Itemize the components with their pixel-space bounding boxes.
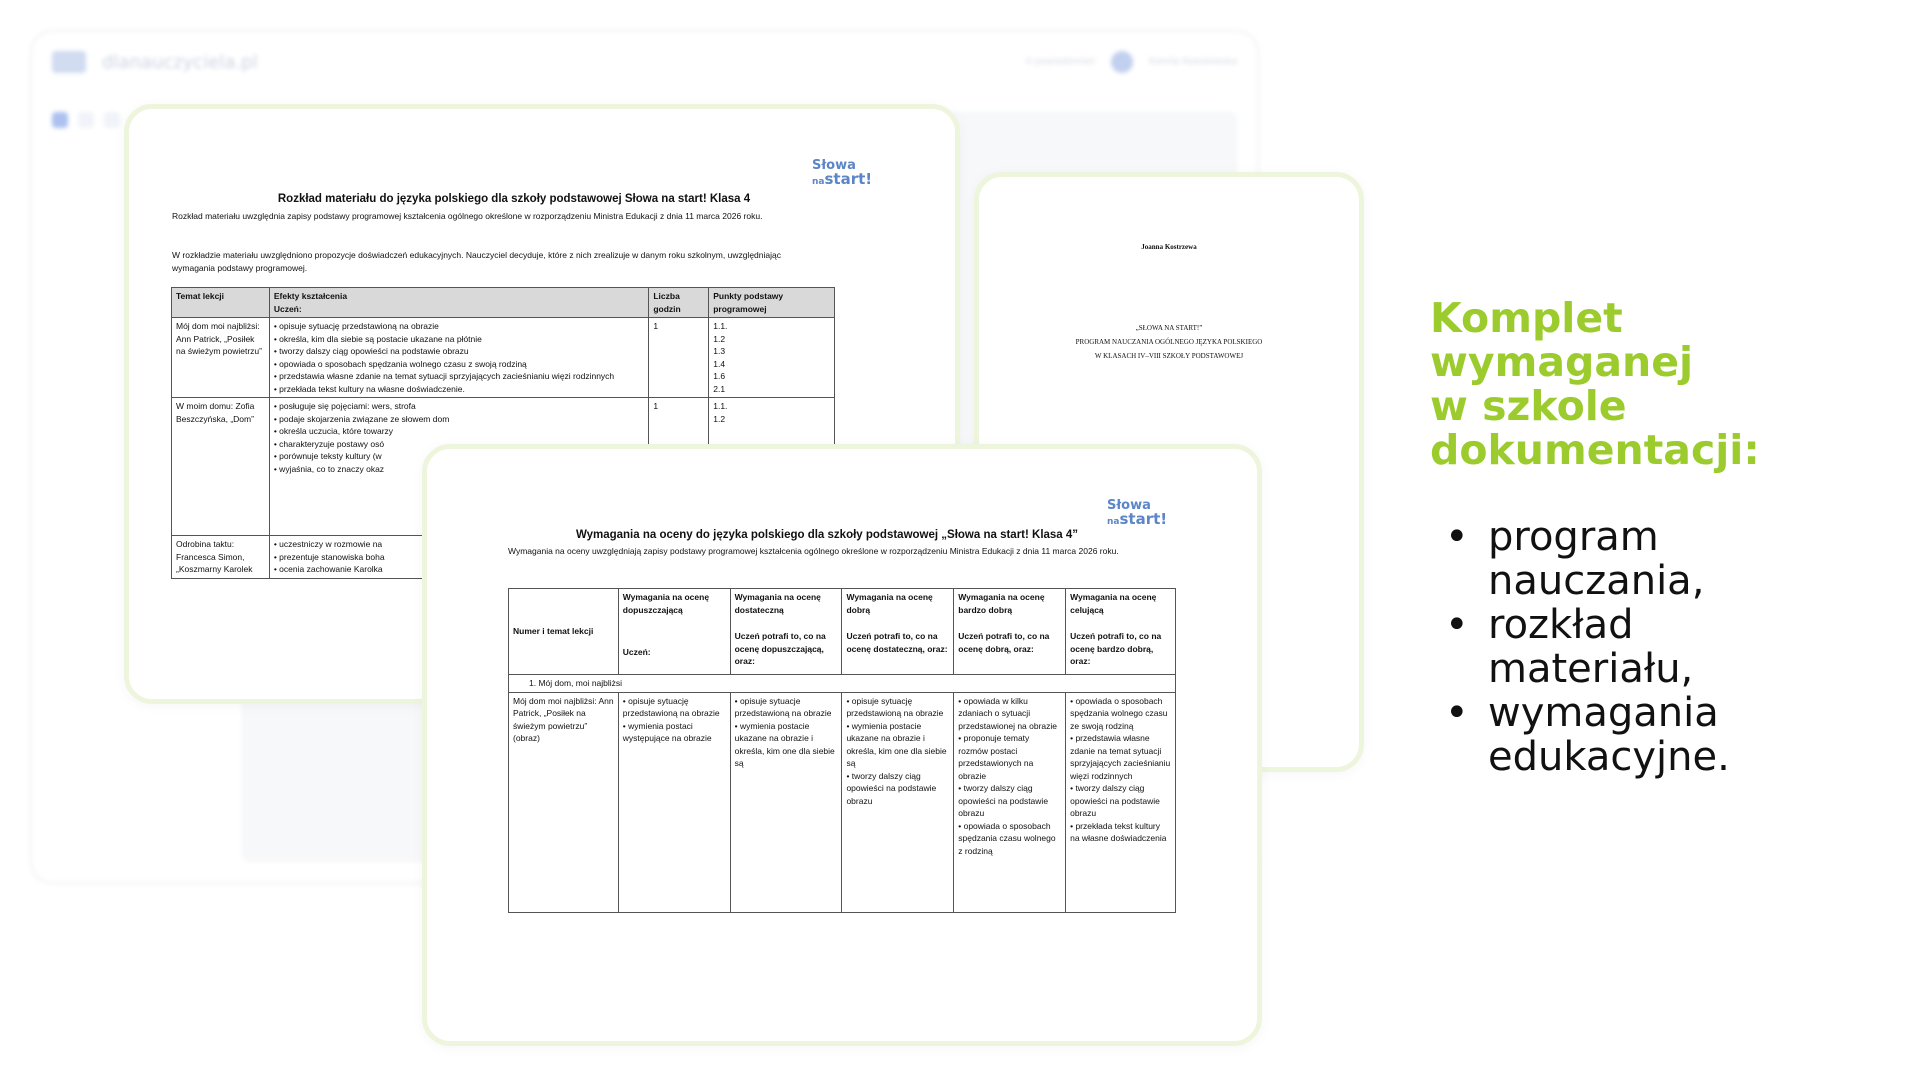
header-hours: Liczba godzin [649, 288, 709, 318]
header-topic: Temat lekcji [172, 288, 270, 318]
requirement-cell: • opisuje sytuację przedstawioną na obrazie • wymienia postacie ukazane na obrazie i określa, kim one dla siebie są • tworzy dalszy ciąg opowieści na podstawie obrazu [842, 692, 954, 912]
requirement-cell: • opisuje sytuacje przedstawioną na obrazie • wymienia postacie ukazane na obrazie i określa, kim one dla siebie są [730, 692, 842, 912]
hours-cell: 1 [649, 318, 709, 398]
effects-cell: • opisuje sytuację przedstawioną na obrazie • określa, kim dla siebie są postacie ukazane na płótnie • tworzy dalszy ciąg opowieści na podstawie obrazu • opowiada o sposobach spędzania wolnego czasu z swoją rodziną • przedstawia własne zdanie na temat sytuacji sprzyjających zacieśnianiu więzi rodzinnych • przekłada tekst kultury na własne doświadczenie. [269, 318, 649, 398]
user-name: Kamila Kowalewska [1149, 57, 1237, 67]
list-item: • rozkład materiału, [1445, 603, 1818, 691]
class-pill[interactable] [78, 112, 94, 128]
notifications-label[interactable]: 0 powiadomień [1026, 57, 1096, 67]
header-bardzo-dobra: Wymagania na ocenę bardzo dobrą Uczeń potrafi to, co na ocenę dobrą, oraz: [954, 589, 1066, 675]
header-dostateczna: Wymagania na ocenę dostateczną Uczeń potrafi to, co na ocenę dopuszczającą, oraz: [730, 589, 842, 675]
header-effects: Efekty kształcenia Uczeń: [269, 288, 649, 318]
headline: Komplet wymaganej w szkole dokumentacji: [1430, 294, 1760, 474]
slowa-na-start-logo: Słowa nastart! [1107, 498, 1168, 528]
requirement-cell: • opowiada w kilku zdaniach o sytuacji przedstawionej na obrazie • proponuje tematy rozmów postaci przedstawionych na obrazie • tworzy dalszy ciąg opowieści na podstawie obrazu • opowiada o sposobach spędzania czasu wolnego z rodziną [954, 692, 1066, 912]
section-row: 1. Mój dom, moi najbliżsi [509, 675, 1176, 693]
class-pill[interactable] [104, 112, 120, 128]
hours-cell: 1 [649, 398, 709, 536]
rozklad-intro: W rozkładzie materiału uwzględniono propozycje doświadczeń edukacyjnych. Nauczyciel decyduje, które z nich zrealizuje w danym roku szkolnym, uwzględniając wymagania podstawy programowej. [172, 250, 781, 273]
program-title-line1: „SŁOWA NA START!” [1135, 324, 1203, 332]
wymagania-document-card [422, 444, 1262, 1046]
class-pill[interactable] [52, 112, 68, 128]
wymagania-subtitle: Wymagania na oceny uwzględniają zapisy podstawy programowej kształcenia ogólnego określone w rozporządzeniu Ministra Edukacji z dnia 11 marca 2026 roku. [508, 546, 1119, 556]
effects-cell: • posługuje się pojęciami: wers, strofa • podaje skojarzenia związane ze słowem dom • określa uczucia, które towarzy • charakteryzuje postawy osó • porównuje teksty kultury (w • wyjaśnia, co to znaczy okaz [269, 398, 649, 536]
list-item: • wymagania edukacyjne. [1445, 691, 1818, 779]
documents-list [1445, 515, 1818, 779]
header-topic: Numer i temat lekcji [509, 589, 619, 675]
rozklad-subtitle: Rozkład materiału uwzględnia zapisy podstawy programowej kształcenia ogólnego określone w rozporządzeniu Ministra Edukacji z dnia 11 marca 2026 roku. [172, 211, 763, 221]
topic-cell: Odrobina taktu: Francesca Simon, „Koszmarny Karolek [172, 536, 270, 579]
app-brand: dlanauczyciela.pl [102, 51, 258, 73]
topic-cell: W moim domu: Zofia Beszczyńska, „Dom” [172, 398, 270, 536]
avatar[interactable] [1111, 51, 1133, 73]
header-celujaca: Wymagania na ocenę celującą Uczeń potrafi to, co na ocenę bardzo dobrą, oraz: [1066, 589, 1176, 675]
program-title-line2: PROGRAM NAUCZANIA OGÓLNEGO JĘZYKA POLSKIEGO [1075, 338, 1263, 346]
program-title-line3: W KLASACH IV–VIII SZKOŁY PODSTAWOWEJ [1094, 352, 1244, 360]
app-logo-icon [52, 51, 86, 73]
requirement-cell: • opisuje sytuację przedstawioną na obrazie • wymienia postaci występujące na obrazie [618, 692, 730, 912]
requirement-cell: • opowiada o sposobach spędzania wolnego czasu ze swoją rodziną • przedstawia własne zdanie na temat sytuacji sprzyjających zacieśnianiu więzi rodzinnych • tworzy dalszy ciąg opowieści na podstawie obrazu • przekłada tekst kultury na własne doświadczenia [1066, 692, 1176, 912]
program-author: Joanna Kostrzewa [1141, 243, 1197, 251]
app-topbar [32, 32, 1257, 92]
topic-cell: Mój dom moi najbliżsi: Ann Patrick, „Posiłek na świeżym powietrzu” (obraz) [509, 692, 619, 912]
points-cell: 1.1. 1.2 1.3 1.4 1.6 2.1 [709, 318, 835, 398]
wymagania-title: Wymagania na oceny do języka polskiego dla szkoły podstawowej „Słowa na start! Klasa 4” [575, 529, 1079, 541]
topic-cell: Mój dom moi najbliżsi: Ann Patrick, „Posiłek na świeżym powietrzu” [172, 318, 270, 398]
header-dopuszczajaca: Wymagania na ocenę dopuszczającą Uczeń: [618, 589, 730, 675]
points-cell: 1.1. 1.2 [709, 398, 835, 536]
rozklad-title: Rozkład materiału do języka polskiego dla szkoły podstawowej Słowa na start! Klasa 4 [277, 193, 751, 205]
effects-cell: • uczestniczy w rozmowie na • prezentuje stanowiska boha • ocenia zachowanie Karolka [269, 536, 649, 579]
header-dobra: Wymagania na ocenę dobrą Uczeń potrafi to, co na ocenę dostateczną, oraz: [842, 589, 954, 675]
header-points: Punkty podstawy programowej [709, 288, 835, 318]
slowa-na-start-logo: Słowa nastart! [812, 158, 873, 188]
table-row [172, 318, 835, 398]
list-item: • program nauczania, [1445, 515, 1818, 603]
wymagania-table [508, 588, 1176, 913]
